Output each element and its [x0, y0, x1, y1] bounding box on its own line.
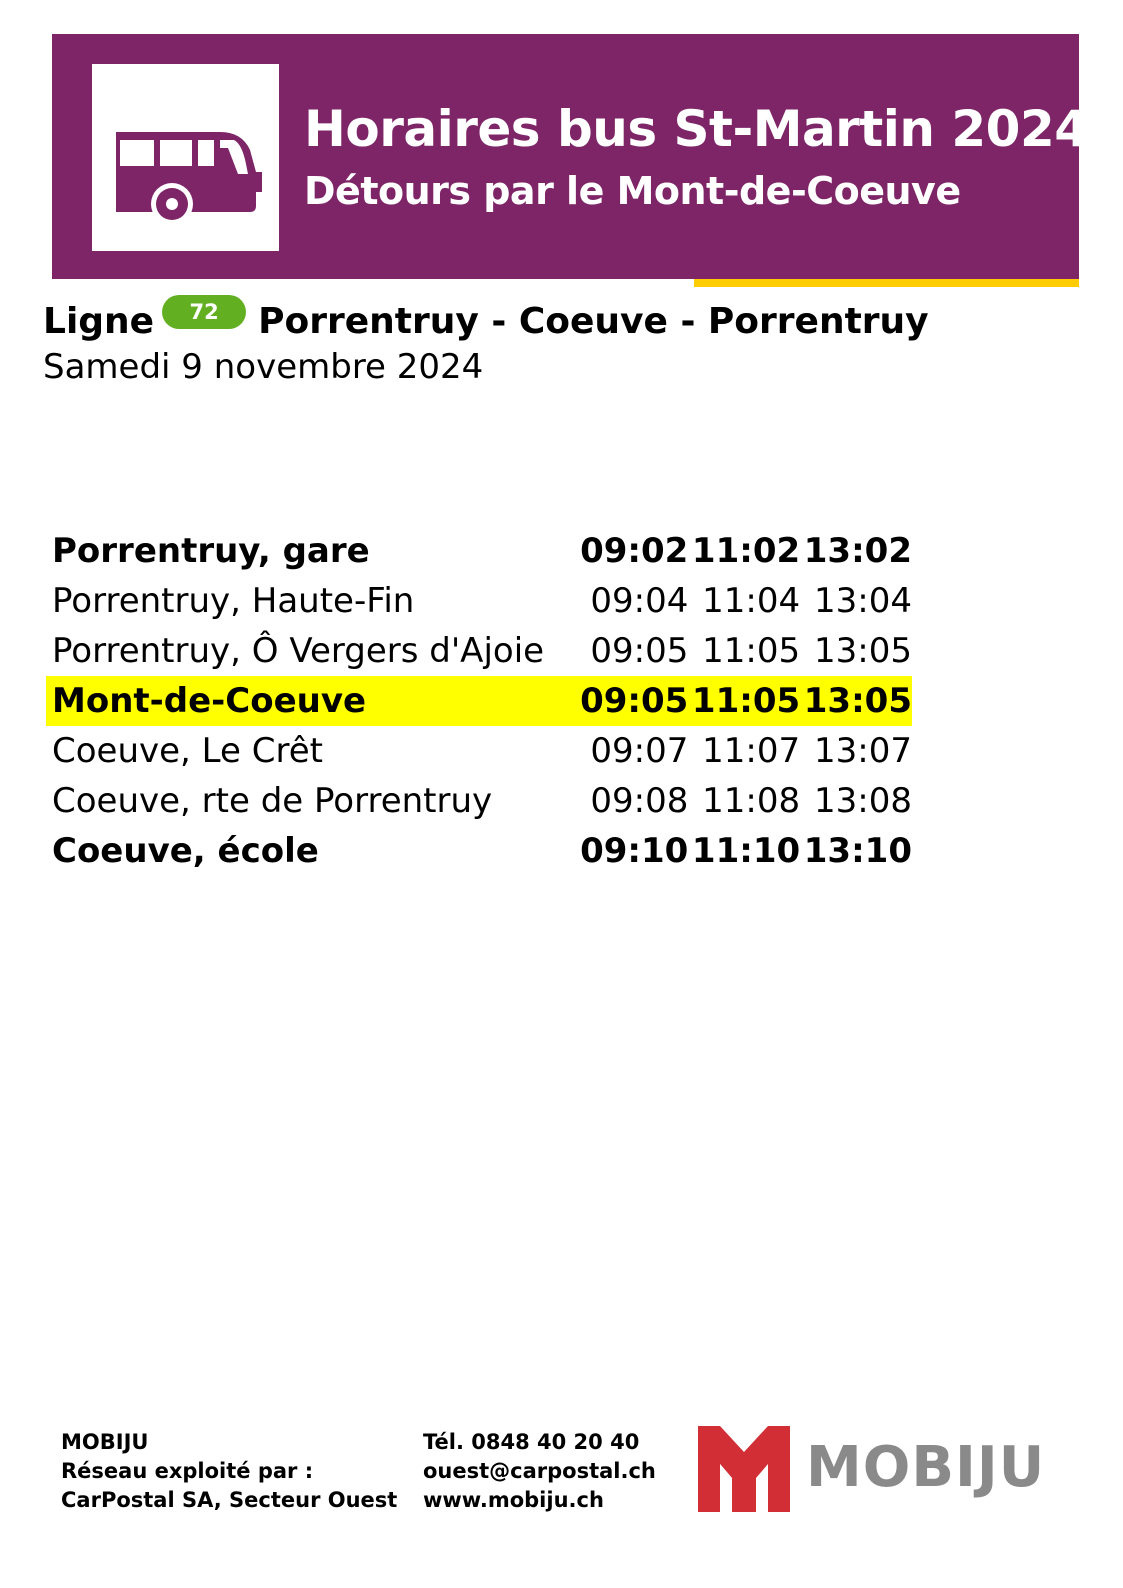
footer-website[interactable]: www.mobiju.ch	[423, 1488, 604, 1512]
header-banner	[52, 34, 1089, 279]
timetable-body	[46, 526, 912, 876]
timetable	[46, 526, 912, 876]
footer-operator	[61, 1428, 397, 1515]
departure-time: 11:05	[688, 676, 800, 726]
departure-time: 09:10	[580, 831, 689, 871]
line-heading	[43, 298, 929, 344]
footer-operator-line: CarPostal SA, Secteur Ouest	[61, 1488, 398, 1512]
footer-operator-line: Réseau exploité par :	[61, 1459, 314, 1483]
page-subtitle: Détours par le Mont-de-Coeuve	[304, 169, 961, 213]
stop-name: Porrentruy, Ô Vergers d'Ajoie	[52, 631, 545, 671]
bus-icon-box	[92, 64, 279, 251]
stop-name: Coeuve, rte de Porrentruy	[52, 781, 493, 821]
departure-time: 13:08	[814, 781, 912, 821]
departure-time: 11:10	[691, 831, 801, 871]
line-label: Ligne	[43, 300, 155, 342]
timetable-row	[46, 826, 912, 876]
service-date: Samedi 9 novembre 2024	[43, 347, 484, 387]
departure-time: 13:07	[814, 731, 912, 771]
stop-name: Porrentruy, gare	[52, 531, 370, 571]
timetable-row	[46, 626, 912, 676]
departure-time: 11:04	[702, 581, 801, 621]
stop-name: Coeuve, Le Crêt	[52, 731, 323, 771]
footer-email[interactable]: ouest@carpostal.ch	[423, 1459, 656, 1483]
footer-phone: Tél. 0848 40 20 40	[423, 1430, 640, 1454]
timetable-row	[46, 676, 912, 726]
stop-name: Mont-de-Coeuve	[46, 676, 578, 726]
departure-time: 09:02	[580, 531, 689, 571]
stop-name: Coeuve, école	[52, 831, 319, 871]
page-title: Horaires bus St-Martin 2024	[304, 100, 1089, 158]
footer-operator-line: MOBIJU	[61, 1430, 149, 1454]
departure-time: 11:05	[702, 631, 801, 671]
departure-time: 13:05	[800, 676, 912, 726]
line-route: Porrentruy - Coeuve - Porrentruy	[258, 300, 929, 342]
timetable-row	[46, 576, 912, 626]
line-number-badge: 72	[162, 295, 246, 329]
departure-time: 09:08	[590, 781, 689, 821]
timetable-row	[46, 726, 912, 776]
departure-time: 09:07	[590, 731, 689, 771]
mobiju-logo-text: MOBIJU	[806, 1435, 1046, 1500]
departure-time: 13:05	[814, 631, 912, 671]
mobiju-m-mark-icon	[698, 1426, 790, 1512]
departure-time: 09:05	[590, 631, 689, 671]
departure-time: 13:04	[814, 581, 912, 621]
departure-time: 11:07	[702, 731, 801, 771]
stop-name: Porrentruy, Haute-Fin	[52, 581, 415, 621]
departure-time: 13:02	[803, 531, 912, 571]
bus-icon	[92, 64, 279, 251]
mobiju-logo	[698, 1426, 1058, 1512]
footer-contact	[423, 1428, 656, 1515]
accent-line	[694, 279, 1079, 287]
departure-time: 13:10	[803, 831, 912, 871]
departure-time: 09:05	[578, 676, 688, 726]
departure-time: 11:08	[702, 781, 801, 821]
departure-time: 09:04	[590, 581, 689, 621]
departure-time: 11:02	[691, 531, 801, 571]
timetable-row	[46, 526, 912, 576]
timetable-row	[46, 776, 912, 826]
